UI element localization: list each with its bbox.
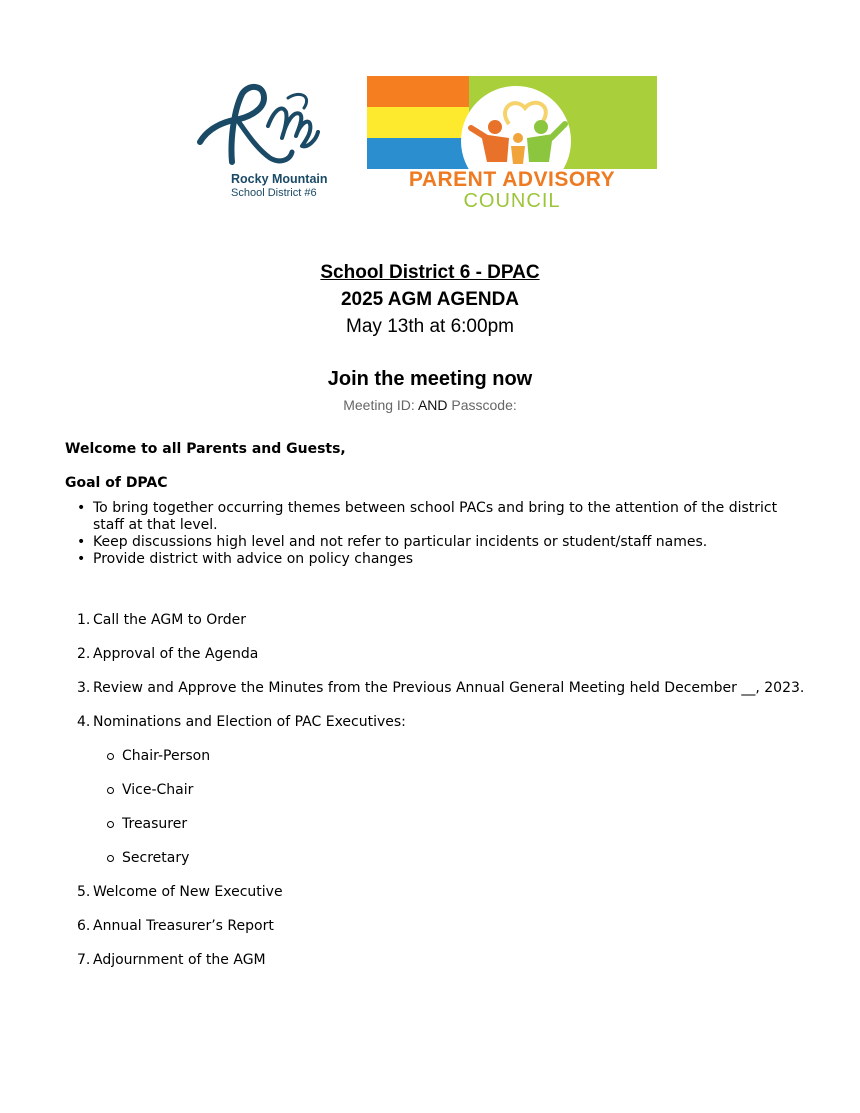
rm-monogram-icon xyxy=(190,80,340,175)
agenda-number: 5. xyxy=(77,884,91,900)
agenda-text: Call the AGM to Order xyxy=(93,612,247,628)
orange-stripe xyxy=(367,76,469,107)
agenda-number: 6. xyxy=(77,918,91,934)
agenda-item xyxy=(65,679,825,713)
agenda-text: Approval of the Agenda xyxy=(93,646,259,662)
agenda-item xyxy=(65,883,825,917)
agenda-number: 3. xyxy=(77,680,91,696)
agenda-text: Nominations and Election of PAC Executives: xyxy=(93,714,406,730)
agenda-text: Annual Treasurer’s Report xyxy=(93,918,274,934)
and-label: AND xyxy=(417,397,448,413)
agenda-number: 2. xyxy=(77,646,91,662)
agenda-item xyxy=(65,713,825,883)
agenda-heading: 2025 AGM AGENDA xyxy=(340,289,520,310)
document-title: School District 6 - DPAC xyxy=(320,262,540,283)
position-item: Vice-Chair xyxy=(105,781,210,815)
agenda-item xyxy=(65,917,825,951)
agenda-item xyxy=(65,611,825,645)
agenda-item xyxy=(65,951,825,985)
family-figures-icon xyxy=(457,94,577,169)
yellow-stripe xyxy=(367,107,469,138)
goal-list xyxy=(76,500,796,568)
position-item: Secretary xyxy=(105,849,210,883)
agenda-number: 1. xyxy=(77,612,91,628)
agenda-item xyxy=(65,645,825,679)
rocky-mountain-logo xyxy=(190,80,340,202)
agenda-number: 4. xyxy=(77,714,91,730)
welcome-text: Welcome to all Parents and Guests, xyxy=(65,441,346,457)
pac-subtitle: COUNCIL xyxy=(463,190,561,212)
position-item: Chair-Person xyxy=(105,747,210,781)
rm-name-line2: School District #6 xyxy=(231,187,317,199)
goal-item: • Provide district with advice on policy changes xyxy=(76,551,796,568)
goal-heading: Goal of DPAC xyxy=(65,475,168,491)
join-meeting-link[interactable]: Join the meeting now xyxy=(327,368,533,390)
goal-item: • To bring together occurring themes between school PACs and bring to the attention of the district staff at that level. xyxy=(76,500,796,534)
meeting-id-label: Meeting ID: xyxy=(343,397,415,413)
meeting-date: May 13th at 6:00pm xyxy=(346,316,514,337)
passcode-label: Passcode: xyxy=(451,397,517,413)
rm-name-line1: Rocky Mountain xyxy=(231,172,328,186)
goal-item: • Keep discussions high level and not refer to particular incidents or student/staff names. xyxy=(76,534,796,551)
meeting-credentials xyxy=(0,397,860,413)
blue-stripe xyxy=(367,138,469,169)
agenda-text: Welcome of New Executive xyxy=(93,884,283,900)
agenda-text: Adjournment of the AGM xyxy=(93,952,266,968)
executive-positions-list xyxy=(105,747,210,883)
position-item: Treasurer xyxy=(105,815,210,849)
agenda-text: Review and Approve the Minutes from the Previous Annual General Meeting held December __, 2023. xyxy=(93,680,805,696)
pac-title: PARENT ADVISORY xyxy=(408,168,616,191)
agenda-list xyxy=(65,611,825,985)
parent-advisory-council-logo xyxy=(367,76,657,213)
agenda-number: 7. xyxy=(77,952,91,968)
